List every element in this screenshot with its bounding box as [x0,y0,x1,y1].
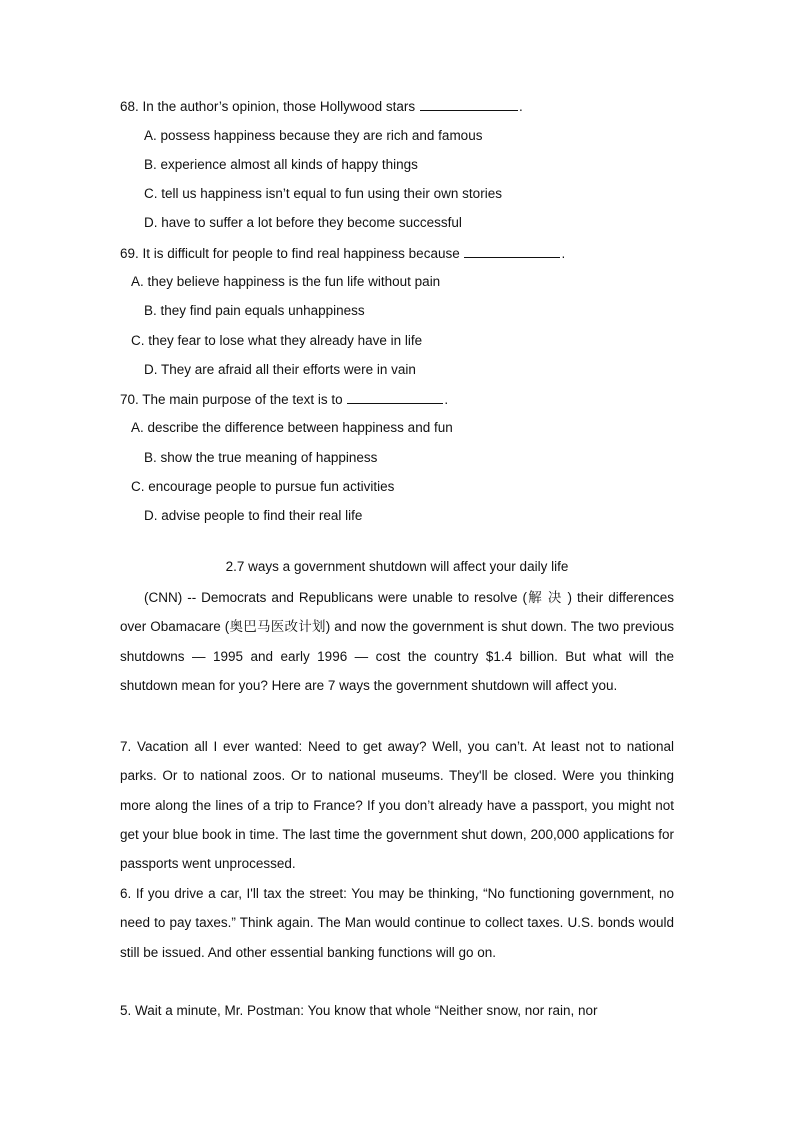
question-70-option-a: A. describe the difference between happiness and fun [131,420,453,435]
question-70-option-d: D. advise people to find their real life [144,508,363,523]
answer-blank [347,390,443,404]
article-paragraph-6: 6. If you drive a car, I'll tax the street: You may be thinking, “No functioning government, no need to pay taxes.” Think again. The Man would continue to collect taxes. U.S. bonds would still be issued. And other essential banking functions will go on. [120,886,674,960]
question-68-option-d: D. have to suffer a lot before they become successful [144,215,462,230]
article-paragraph-intro: (CNN) -- Democrats and Republicans were unable to resolve (解 决 ) their differences over Obamacare (奥巴马医改计划) and now the government is shut down. The two previous shutdowns — 1995 and early 1996 — cost the country $1.4 billion. But what will the shutdown mean for you? Here are 7 ways the government shutdown will affect you. [120,590,674,693]
question-69-option-d: D. They are afraid all their efforts were in vain [144,362,416,377]
question-69-text: 69. It is difficult for people to find real happiness because [120,246,464,261]
question-70-text: 70. The main purpose of the text is to [120,392,347,407]
article-title: 2.7 ways a government shutdown will affect your daily life [225,559,569,574]
question-70-option-c: C. encourage people to pursue fun activities [131,479,395,494]
article-paragraph-5: 5. Wait a minute, Mr. Postman: You know that whole “Neither snow, nor rain, nor [120,1003,598,1018]
question-68-stem [120,97,523,116]
question-68-option-c: C. tell us happiness isn’t equal to fun using their own stories [144,186,502,201]
article-paragraph-7: 7. Vacation all I ever wanted: Need to get away? Well, you can’t. At least not to national parks. Or to national zoos. Or to national museums. They'll be closed. Were you thinking more along the lines of a trip to France? If you don’t already have a passport, you might not get your blue book in time. The last time the government shut down, 200,000 applications for passports went unprocessed. [120,739,674,872]
question-68-end: . [518,99,523,114]
question-68-option-a: A. possess happiness because they are rich and famous [144,128,483,143]
question-68-text: 68. In the author’s opinion, those Hollywood stars [120,99,419,114]
question-69-option-c: C. they fear to lose what they already have in life [131,333,423,348]
answer-blank [464,244,560,258]
answer-blank [420,97,518,111]
question-69-end: . [561,246,566,261]
question-68-option-b: B. experience almost all kinds of happy things [144,157,418,172]
question-70-stem [120,390,448,409]
question-69-option-a: A. they believe happiness is the fun life without pain [131,274,441,289]
question-70-option-b: B. show the true meaning of happiness [144,450,378,465]
question-69-option-b: B. they find pain equals unhappiness [144,303,365,318]
question-70-end: . [444,392,449,407]
question-69-stem [120,244,565,263]
